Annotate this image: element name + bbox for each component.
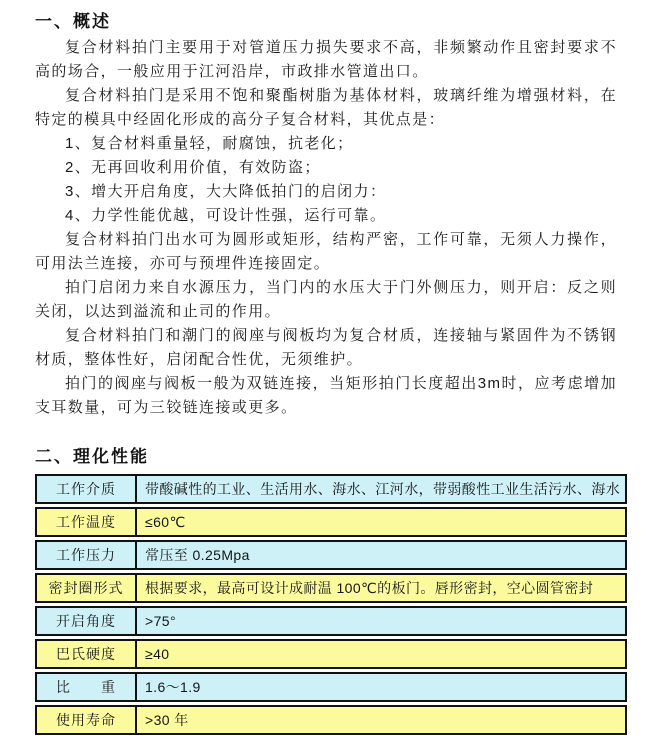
- table-row: [35, 639, 627, 669]
- overview-body: [35, 36, 617, 420]
- paragraph: 复合材料拍门和潮门的阀座与阀板均为复合材质，连接轴与紧固件为不锈钢材质，整体性好，启闭配合性优，无须维护。: [35, 327, 617, 368]
- table-row-value: ≥40: [137, 641, 625, 667]
- table-row-value: 常压至 0.25Mpa: [137, 542, 625, 568]
- table-row-value: >30 年: [137, 707, 625, 733]
- table-row-label: 巴氏硬度: [37, 641, 137, 667]
- table-row: [35, 672, 627, 702]
- table-row-value: 根据要求，最高可设计成耐温 100℃的板门。唇形密封，空心圆管密封: [137, 575, 625, 601]
- paragraph: 复合材料拍门是采用不饱和聚酯树脂为基体材料，玻璃纤维为增强材料，在特定的模具中经固化形成的高分子复合材料，其优点是：: [35, 87, 617, 128]
- table-row-label: 工作温度: [37, 509, 137, 535]
- properties-table: [35, 474, 627, 735]
- table-row-label: 使用寿命: [37, 707, 137, 733]
- list-item: 3、增大开启角度，大大降低拍门的启闭力：: [65, 183, 387, 200]
- table-row-value: >75°: [137, 608, 625, 634]
- table-row-label: 比 重: [37, 674, 137, 700]
- table-row-value: ≤60℃: [137, 509, 625, 535]
- table-row: [35, 474, 627, 504]
- paragraph: 拍门的阀座与阀板一般为双链连接，当矩形拍门长度超出3m时，应考虑增加支耳数量，可为三铰链连接或更多。: [35, 375, 617, 416]
- properties-heading: 二、理化性能: [35, 447, 149, 466]
- list-item: 2、无再回收利用价值，有效防盗；: [65, 159, 321, 176]
- table-row-value: 1.6～1.9: [137, 674, 625, 700]
- paragraph: 复合材料拍门出水可为圆形或矩形，结构严密，工作可靠，无须人力操作，可用法兰连接，亦可与预埋件连接固定。: [35, 231, 617, 272]
- table-row: [35, 606, 627, 636]
- overview-heading: 一、概述: [35, 12, 111, 31]
- paragraph: 复合材料拍门主要用于对管道压力损失要求不高，非频繁动作且密封要求不高的场合，一般应用于江河沿岸，市政排水管道出口。: [35, 39, 617, 80]
- table-row-label: 工作压力: [37, 542, 137, 568]
- list-item: 1、复合材料重量轻，耐腐蚀，抗老化；: [65, 135, 354, 152]
- table-row-label: 密封圈形式: [37, 575, 137, 601]
- table-row: [35, 705, 627, 735]
- table-row: [35, 540, 627, 570]
- table-row: [35, 507, 627, 537]
- paragraph: 拍门启闭力来自水源压力，当门内的水压大于门外侧压力，则开启：反之则关闭，以达到溢流和止司的作用。: [35, 279, 617, 320]
- table-row-label: 工作介质: [37, 476, 137, 502]
- table-row-value: 带酸碱性的工业、生活用水、海水、江河水，带弱酸性工业生活污水、海水: [137, 476, 625, 502]
- list-item: 4、力学性能优越，可设计性强，运行可靠。: [65, 207, 387, 224]
- table-row: [35, 573, 627, 603]
- table-row-label: 开启角度: [37, 608, 137, 634]
